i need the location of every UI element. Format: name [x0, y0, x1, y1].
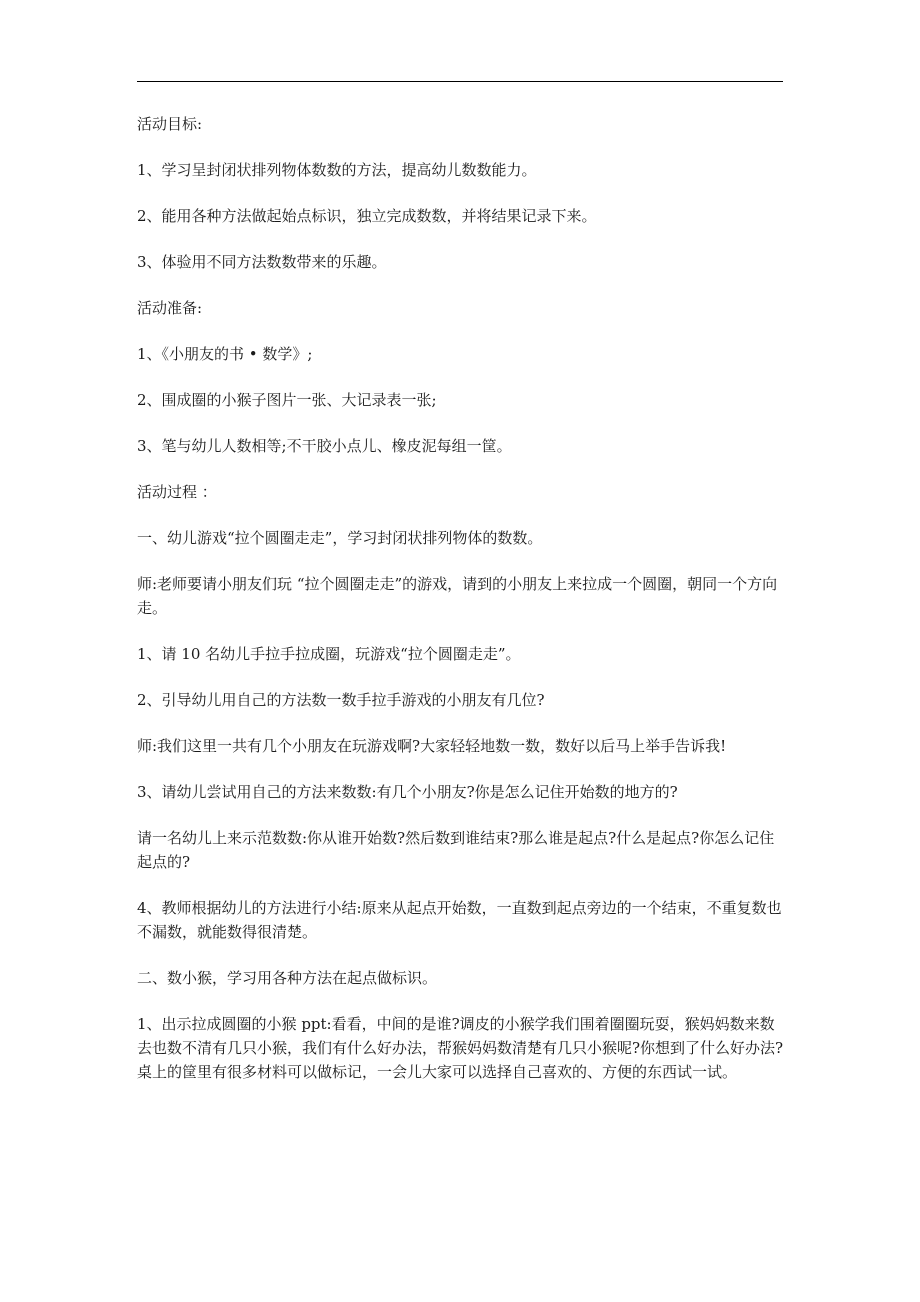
preparation-item-1: 1、《小朋友的书 • 数学》; — [137, 345, 313, 363]
section-heading-goals: 活动目标: — [137, 115, 203, 133]
process-paragraph: 1、请 10 名幼儿手拉手拉成圈，玩游戏“拉个圆圈走走”。 — [137, 645, 521, 663]
process-paragraph: 1、出示拉成圆圈的小猴 ppt:看看，中间的是谁?调皮的小猴学我们围着圈圈玩耍，猴妈妈数来数去也数不清有几只小猴，我们有什么好办法，帮猴妈妈数清楚有几只小猴呢?你想到了什么好办法?桌上的筐里有很多材料可以做标记，一会儿大家可以选择自己喜欢的、方便的东西试一试。 — [137, 1015, 784, 1081]
process-paragraph: 请一名幼儿上来示范数数:你从谁开始数?然后数到谁结束?那么谁是起点?什么是起点?你怎么记住起点的? — [137, 829, 775, 871]
header-rule — [137, 81, 783, 82]
preparation-item-2: 2、围成圈的小猴子图片一张、大记录表一张; — [137, 391, 437, 409]
process-paragraph: 师:老师要请小朋友们玩 “拉个圆圈走走”的游戏，请到的小朋友上来拉成一个圆圈，朝同一个方向走。 — [137, 575, 778, 617]
process-paragraph: 师:我们这里一共有几个小朋友在玩游戏啊?大家轻轻地数一数，数好以后马上举手告诉我! — [137, 737, 727, 755]
goal-item-1: 1、学习呈封闭状排列物体数数的方法，提高幼儿数数能力。 — [137, 161, 537, 179]
process-paragraph: 2、引导幼儿用自己的方法数一数手拉手游戏的小朋友有几位? — [137, 691, 545, 709]
process-paragraph: 4、教师根据幼儿的方法进行小结:原来从起点开始数，一直数到起点旁边的一个结束，不重复数也不漏数，就能数得很清楚。 — [137, 899, 782, 941]
process-part-1-heading: 一、幼儿游戏“拉个圆圈走走”，学习封闭状排列物体的数数。 — [137, 529, 543, 547]
section-heading-process: 活动过程 ： — [137, 483, 217, 501]
process-part-2-heading: 二、数小猴，学习用各种方法在起点做标识。 — [137, 969, 438, 987]
process-paragraph: 3、请幼儿尝试用自己的方法来数数:有几个小朋友?你是怎么记住开始数的地方的? — [137, 783, 678, 801]
goal-item-3: 3、体验用不同方法数数带来的乐趣。 — [137, 253, 387, 271]
document-body — [137, 112, 787, 1106]
section-heading-preparation: 活动准备: — [137, 299, 203, 317]
preparation-item-3: 3、笔与幼儿人数相等;不干胶小点儿、橡皮泥每组一筐。 — [137, 437, 512, 455]
goal-item-2: 2、能用各种方法做起始点标识，独立完成数数，并将结果记录下来。 — [137, 207, 597, 225]
